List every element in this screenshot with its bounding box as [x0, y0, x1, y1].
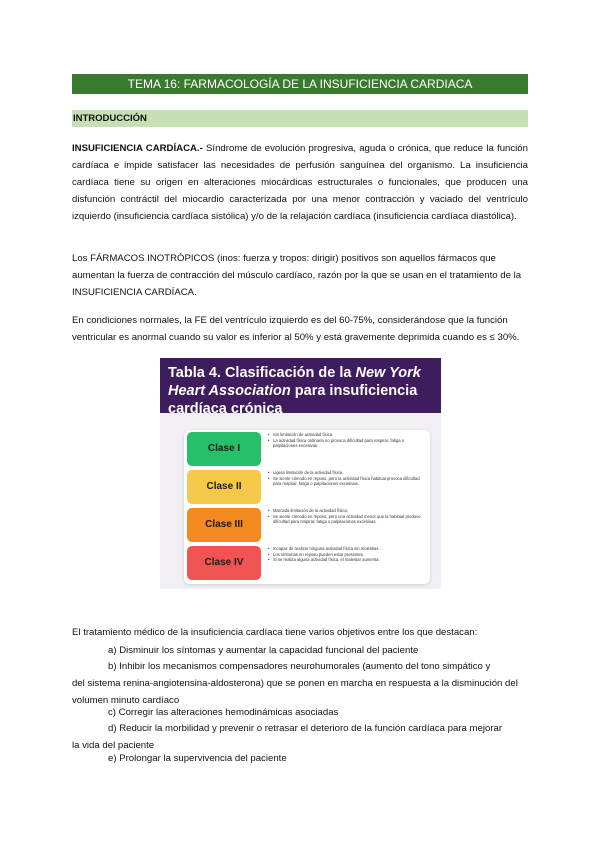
- paragraph-fe: En condiciones normales, la FE del ventrículo izquierdo es del 60-75%, considerándose que la función ventricular es anormal cuando su valor es inferior al 50% y está gravemente deprimida cuando es ≤ 30%.: [72, 315, 520, 343]
- figure-header: [160, 358, 441, 417]
- class-row: [184, 468, 430, 506]
- list-item-continuation: del sistema renina-angiotensina-aldosterona) que se ponen en marcha en respuesta a la disminución del volumen minuto cardíaco: [72, 678, 518, 706]
- list-item: e) Prolongar la supervivencia del paciente: [108, 753, 287, 764]
- class-description: • Ligera limitación de la actividad física. • Se siente cómodo en reposo, pero la actividad física habitual provoca dificultad para respirar, fatiga o palpitaciones excesivas.: [268, 470, 426, 487]
- nyha-classification-figure: [160, 358, 441, 589]
- paragraph-definition: [72, 140, 528, 225]
- class-row: [184, 544, 430, 582]
- class-description: • Incapaz de realizar ninguna actividad física sin molestias. • Los síntomas en reposo pueden estar presentes. • Si se realiza alguna actividad física, el malestar aumenta.: [268, 546, 426, 563]
- section-heading-introduccion: INTRODUCCIÓN: [72, 110, 528, 127]
- class-label: Clase I: [187, 432, 261, 466]
- definition-text: Síndrome de evolución progresiva, aguda o crónica, que reduce la función cardíaca e impide satisfacer las necesidades de perfusión sanguínea del organismo. La insuficiencia cardíaca tiene su origen en alteraciones miocárdicas estructurales o funcionales, que producen una disfunción contráctil del miocardio caracterizada por una menor contracción y vaciado del ventrículo izquierdo (insuficiencia cardíaca sistólica) y/o de la relajación cardíaca (insuficiencia cardíaca diastólica).: [72, 143, 528, 222]
- class-description: • Sin limitación de actividad física. • La actividad física ordinaria no provoca dificultad para respirar, fatiga o palpitaciones excesivas.: [268, 432, 426, 449]
- class-row: [184, 430, 430, 468]
- list-item: d) Reducir la morbilidad y prevenir o retrasar el deterioro de la función cardíaca para mejorar: [108, 723, 503, 734]
- paragraph-tratamiento: El tratamiento médico de la insuficiencia cardíaca tiene varios objetivos entre los que destacan:: [72, 627, 478, 638]
- class-label: Clase II: [187, 470, 261, 504]
- class-label: Clase IV: [187, 546, 261, 580]
- class-description: • Marcada limitación de la actividad física. • Se siente cómodo en reposo, pero una actividad menor que la habitual produce dificultad para respirar, fatiga o palpitaciones excesivas.: [268, 508, 426, 525]
- list-item: b) Inhibir los mecanismos compensadores neurohumorales (aumento del tono simpático y: [108, 661, 491, 672]
- list-item: c) Corregir las alteraciones hemodinámicas asociadas: [108, 707, 339, 718]
- list-item-continuation: la vida del paciente: [72, 740, 155, 751]
- classification-card: [184, 430, 430, 584]
- class-label: Clase III: [187, 508, 261, 542]
- document-title: TEMA 16: FARMACOLOGÍA DE LA INSUFICIENCIA CARDIACA: [72, 74, 528, 94]
- term-insuficiencia-cardiaca: INSUFICIENCIA CARDÍACA.-: [72, 143, 203, 154]
- class-row: [184, 506, 430, 544]
- list-item: a) Disminuir los síntomas y aumentar la capacidad funcional del paciente: [108, 645, 419, 656]
- figure-title: Tabla 4. Clasificación de la New York Heart Association para insuficiencia cardíaca crónica: [168, 365, 421, 417]
- paragraph-inotropicos: Los FÁRMACOS INOTRÓPICOS (inos: fuerza y tropos: dirigir) positivos son aquellos fármacos que aumentan la fuerza de contracción del músculo cardíaco, razón por la que se usan en el tratamiento de la INSUFICIENCIA CARDÍACA.: [72, 253, 522, 298]
